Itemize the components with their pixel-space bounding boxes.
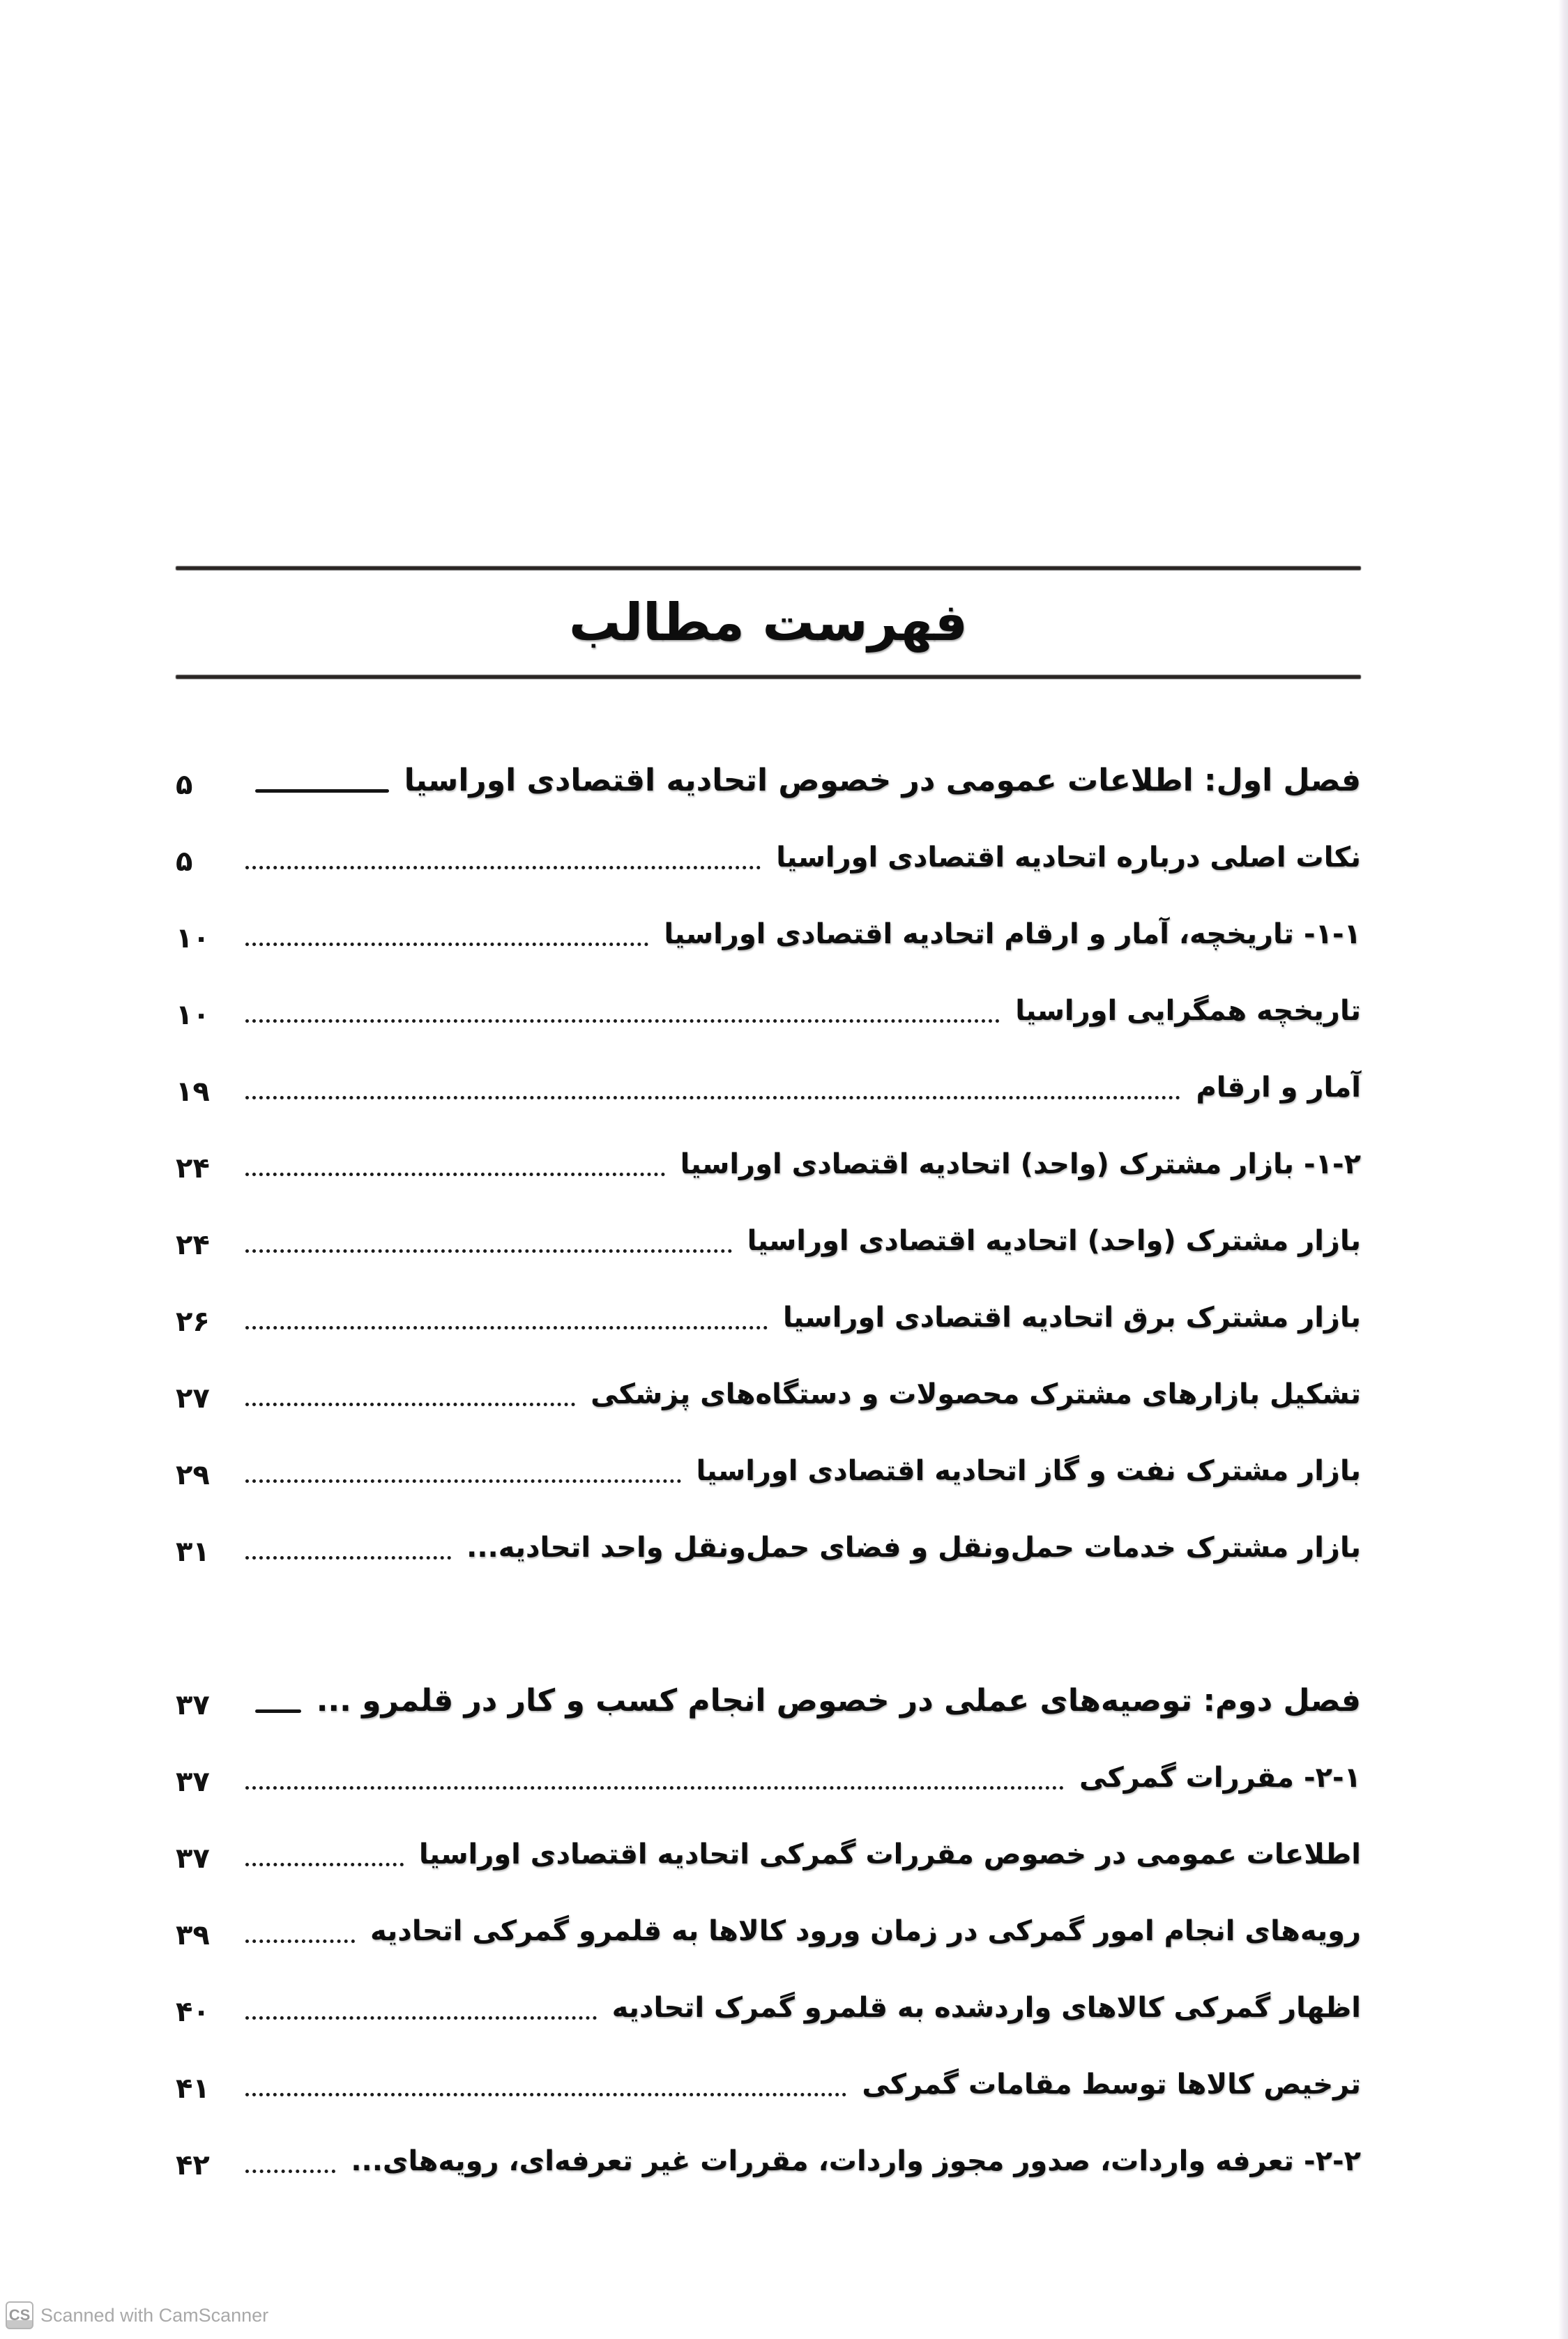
toc-page-number: ۵ [176,846,193,878]
toc-entry[interactable] [176,1903,1375,1959]
toc-page-number: ۲۷ [176,1382,210,1415]
toc-leader-dots [245,2170,335,2173]
toc-entry[interactable] [176,983,1375,1039]
toc-entry-title: فصل دوم: توصیه‌های عملی در خصوص انجام کسب و کار در قلمرو ... [316,1683,1361,1719]
toc-leader-line [255,789,389,793]
toc-entry[interactable] [176,1520,1375,1576]
toc-entry[interactable] [176,1443,1375,1499]
toc-page-number: ۳۷ [176,1689,210,1721]
toc-page-number: ۵ [176,769,193,801]
toc-entry[interactable] [176,1827,1375,1882]
toc-leader-dots [245,866,761,869]
toc-entry-title: تاریخچه همگرایی اوراسیا [1015,995,1361,1027]
toc-entry-title: نکات اصلی درباره اتحادیه اقتصادی اوراسیا [776,841,1361,874]
toc-page-number: ۴۰ [176,1996,210,2028]
toc-leader-dots [245,943,648,946]
toc-entry-title: بازار مشترک نفت و گاز اتحادیه اقتصادی اوراسیا [696,1455,1361,1487]
scanner-watermark [6,2301,268,2329]
toc-leader-dots [245,1863,404,1866]
toc-entry-title: اطلاعات عمومی در خصوص مقررات گمرکی اتحادیه اقتصادی اوراسیا [418,1838,1361,1871]
toc-chapter-entry[interactable] [176,753,1361,809]
toc-entry-title: ۱-۲- بازار مشترک (واحد) اتحادیه اقتصادی اوراسیا [680,1148,1361,1180]
toc-leader-dots [245,1403,575,1406]
toc-entry[interactable] [176,2133,1361,2189]
toc-leader-dots [245,1326,768,1330]
toc-entry[interactable] [176,1750,1361,1806]
toc-leader-dots [245,1019,1000,1023]
camscanner-logo-icon: CS [6,2301,33,2329]
page-title: فهرست مطالب [568,593,968,653]
toc-entry[interactable] [176,1136,1361,1192]
toc-entry[interactable] [176,906,1361,962]
toc-entry-title: تشکیل بازارهای مشترک محصولات و دستگاه‌های پزشکی [591,1378,1361,1410]
toc-entry-title: ۲-۱- مقررات گمرکی [1079,1762,1361,1794]
toc-entry[interactable] [176,1213,1375,1269]
toc-leader-line [255,1709,301,1713]
toc-page-number: ۳۷ [176,1843,210,1875]
toc-chapter-entry[interactable] [176,1673,1361,1729]
toc-leader-dots [245,1173,665,1176]
toc-entry-title: بازار مشترک خدمات حمل‌ونقل و فضای حمل‌ونقل واحد اتحادیه... [466,1532,1361,1564]
title-top-rule [176,566,1361,570]
toc-page-number: ۱۹ [176,1076,210,1108]
toc-entry-title: ۱-۱- تاریخچه، آمار و ارقام اتحادیه اقتصادی اوراسیا [664,918,1361,950]
toc-leader-dots [245,1786,1064,1790]
toc-page-number: ۴۲ [176,2149,210,2181]
toc-leader-dots [245,1556,451,1560]
toc-entry[interactable] [176,1290,1375,1346]
toc-page-number: ۳۷ [176,1766,210,1798]
toc-entry-title: آمار و ارقام [1196,1072,1361,1104]
toc-page-number: ۱۰ [176,999,210,1031]
toc-entry[interactable] [176,1980,1375,2036]
toc-entry-title: ترخیص کالاها توسط مقامات گمرکی [862,2068,1361,2101]
toc-entry[interactable] [176,1060,1375,1115]
title-bottom-rule [176,675,1361,679]
toc-entry-title: ۲-۲- تعرفه واردات، صدور مجوز واردات، مقررات غیر تعرفه‌ای، رویه‌های... [351,2145,1361,2177]
toc-entry[interactable] [176,2057,1375,2112]
toc-leader-dots [245,1249,732,1253]
toc-page-number: ۲۴ [176,1152,210,1184]
toc-page-number: ۱۰ [176,922,210,954]
toc-leader-dots [245,1096,1180,1099]
toc-leader-dots [245,2016,597,2020]
toc-entry-title: فصل اول: اطلاعات عمومی در خصوص اتحادیه اقتصادی اوراسیا [404,763,1361,798]
toc-page-number: ۳۹ [176,1919,210,1951]
toc-page-number: ۲۴ [176,1229,210,1261]
toc-entry-title: اظهار گمرکی کالاهای واردشده به قلمرو گمرک اتحادیه [611,1992,1361,2024]
toc-page-number: ۲۹ [176,1459,210,1491]
toc-leader-dots [245,1479,681,1483]
toc-leader-dots [245,1940,355,1943]
toc-page-number: ۴۱ [176,2073,210,2105]
toc-entry-title: رویه‌های انجام امور گمرکی در زمان ورود کالاها به قلمرو گمرکی اتحادیه [370,1915,1361,1947]
toc-entry-title: بازار مشترک برق اتحادیه اقتصادی اوراسیا [783,1302,1361,1334]
toc-entry-title: بازار مشترک (واحد) اتحادیه اقتصادی اوراسیا [747,1225,1361,1257]
page-edge-shadow [1558,0,1568,2339]
toc-page-number: ۲۶ [176,1306,210,1338]
scanner-watermark-label: Scanned with CamScanner [40,2304,269,2326]
toc-leader-dots [245,2093,846,2096]
toc-page-number: ۳۱ [176,1536,210,1568]
toc-entry[interactable] [176,1366,1375,1422]
toc-entry[interactable] [176,830,1375,885]
